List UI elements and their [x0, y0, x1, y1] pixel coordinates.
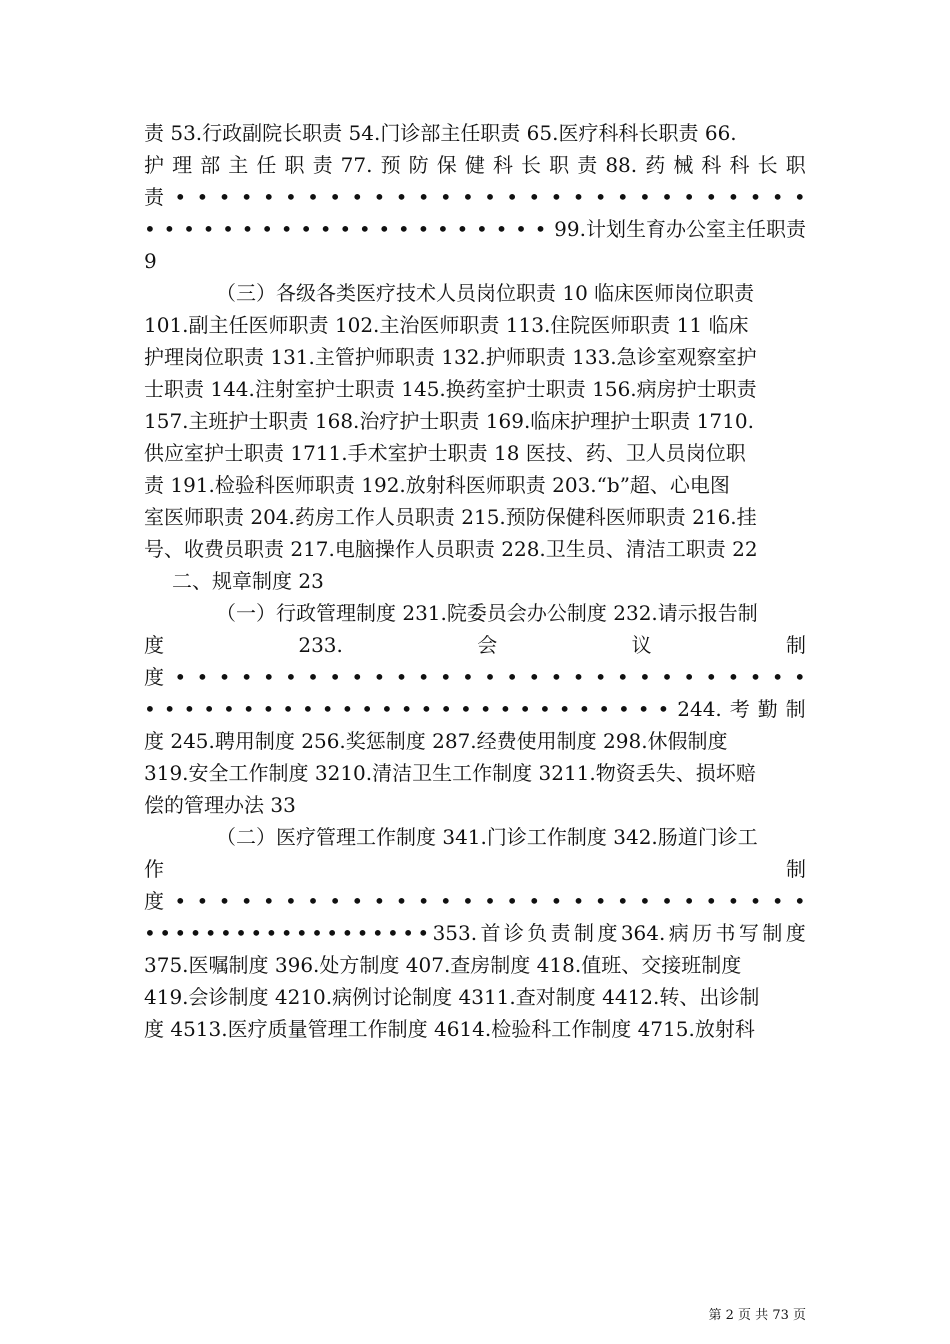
- text-token: •: [436, 217, 449, 241]
- text-token: 责: [312, 153, 333, 177]
- text-token: •: [771, 889, 784, 913]
- text-token: •: [222, 217, 234, 241]
- text-token: 科: [492, 153, 513, 177]
- text-token: •: [240, 185, 253, 209]
- text-line: 责 191.检验科医师职责 192.放射科医师职责 203.“b”超、心电图: [144, 473, 730, 497]
- text-token: •: [204, 921, 217, 945]
- text-token: •: [351, 889, 364, 913]
- text-token: •: [771, 665, 784, 689]
- text-token: •: [793, 665, 806, 689]
- text-token: •: [163, 217, 176, 241]
- text-token: •: [705, 665, 718, 689]
- text-token: 88.: [605, 153, 638, 177]
- text-token: •: [218, 185, 231, 209]
- text-token: 责: [550, 921, 571, 945]
- text-token: •: [506, 665, 518, 689]
- text-token: •: [240, 889, 253, 913]
- text-token: •: [219, 921, 232, 945]
- text-token: •: [356, 921, 369, 945]
- text-token: •: [341, 697, 354, 721]
- text-token: 度: [144, 889, 164, 913]
- text-token: •: [657, 697, 670, 721]
- text-line: 供应室护士职责 1711.手术室护士职责 18 医技、药、卫人员岗位职: [144, 441, 746, 465]
- text-token: •: [727, 889, 740, 913]
- text-token: •: [326, 921, 339, 945]
- text-token: •: [476, 217, 488, 241]
- text-token: 责: [577, 153, 598, 177]
- text-token: •: [461, 185, 474, 209]
- text-token: •: [381, 697, 393, 721]
- text-token: •: [598, 697, 611, 721]
- text-token: •: [461, 889, 474, 913]
- chapter-heading: 二、规章制度 23: [172, 569, 324, 593]
- text-token: •: [578, 697, 591, 721]
- text-token: •: [174, 665, 187, 689]
- text-token: •: [439, 889, 452, 913]
- text-token: •: [515, 217, 527, 241]
- text-token: •: [550, 665, 563, 689]
- text-token: •: [284, 185, 297, 209]
- text-token: •: [594, 185, 607, 209]
- text-line: 419.会诊制度 4210.病例讨论制度 4311.查对制度 4412.转、出诊制: [144, 985, 760, 1009]
- text-token: •: [183, 217, 195, 241]
- text-line: [144, 149, 806, 181]
- text-token: 考: [729, 697, 750, 721]
- text-token: •: [242, 697, 255, 721]
- text-line: [144, 853, 806, 885]
- text-token: 职: [284, 153, 305, 177]
- text-token: •: [307, 185, 319, 209]
- text-token: •: [174, 921, 187, 945]
- text-token: •: [351, 185, 364, 209]
- text-token: •: [300, 217, 313, 241]
- text-token: •: [262, 889, 275, 913]
- text-token: 责: [144, 185, 164, 209]
- text-token: •: [395, 665, 408, 689]
- text-token: 任: [256, 153, 277, 177]
- text-token: •: [373, 185, 386, 209]
- text-token: •: [484, 665, 496, 689]
- text-token: 械: [673, 153, 694, 177]
- text-line: 101.副主任医师职责 102.主治医师职责 113.住院医师职责 11 临床: [144, 313, 749, 337]
- text-token: •: [351, 665, 364, 689]
- text-token: •: [572, 665, 585, 689]
- text-token: •: [661, 665, 673, 689]
- text-token: 长: [521, 153, 542, 177]
- text-token: •: [550, 889, 563, 913]
- text-token: •: [534, 217, 547, 241]
- text-token: •: [749, 185, 762, 209]
- text-token: •: [793, 889, 806, 913]
- text-token: •: [638, 889, 651, 913]
- text-token: 度: [785, 921, 806, 945]
- text-token: •: [397, 217, 410, 241]
- text-token: •: [661, 889, 673, 913]
- text-token: 议: [631, 633, 652, 657]
- text-token: •: [144, 921, 156, 945]
- text-token: •: [440, 697, 453, 721]
- text-token: •: [307, 665, 319, 689]
- text-line: [144, 661, 806, 693]
- document-body: [144, 117, 806, 1045]
- text-token: •: [572, 889, 585, 913]
- text-token: 制: [762, 921, 783, 945]
- text-token: 部: [200, 153, 221, 177]
- text-token: •: [341, 921, 354, 945]
- text-token: •: [250, 921, 263, 945]
- text-token: •: [558, 697, 571, 721]
- text-token: 保: [436, 153, 457, 177]
- text-token: •: [311, 921, 323, 945]
- text-token: •: [616, 889, 629, 913]
- text-token: •: [321, 697, 334, 721]
- text-token: •: [417, 921, 430, 945]
- text-token: •: [402, 921, 414, 945]
- text-line: 偿的管理办法 33: [144, 793, 296, 817]
- text-token: •: [528, 665, 541, 689]
- text-token: •: [241, 217, 254, 241]
- text-line: 度 245.聘用制度 256.奖惩制度 287.经费使用制度 298.休假制度: [144, 729, 728, 753]
- text-token: •: [329, 665, 341, 689]
- section-heading: （三）各级各类医疗技术人员岗位职责 10 临床医师岗位职责: [216, 281, 755, 305]
- text-token: •: [144, 217, 156, 241]
- text-token: •: [479, 697, 492, 721]
- text-token: •: [235, 921, 247, 945]
- text-token: •: [637, 697, 650, 721]
- text-line: 室医师职责 204.药房工作人员职责 215.预防保健科医师职责 216.挂: [144, 505, 757, 529]
- text-line: [144, 693, 806, 725]
- text-line: 责 53.行政副院长职责 54.门诊部主任职责 65.医疗科科长职责 66.: [144, 121, 737, 145]
- text-token: 理: [172, 153, 193, 177]
- text-line: 157.主班护士职责 168.治疗护士职责 169.临床护理护士职责 1710.: [144, 409, 754, 433]
- text-token: •: [519, 697, 532, 721]
- text-line: [144, 917, 806, 949]
- text-token: •: [163, 697, 176, 721]
- text-line: [144, 629, 806, 661]
- text-token: •: [594, 665, 607, 689]
- text-token: 病: [668, 921, 689, 945]
- text-token: •: [417, 217, 430, 241]
- text-token: •: [196, 889, 209, 913]
- text-token: 主: [228, 153, 249, 177]
- text-token: •: [261, 217, 273, 241]
- text-line: 护理岗位职责 131.主管护师职责 132.护师职责 133.急诊室观察室护: [144, 345, 757, 369]
- text-token: •: [661, 185, 673, 209]
- text-token: •: [420, 697, 433, 721]
- text-token: 科: [729, 153, 750, 177]
- text-token: •: [174, 185, 187, 209]
- text-line: 375.医嘱制度 396.处方制度 407.查房制度 418.值班、交接班制度: [144, 953, 742, 977]
- text-token: •: [727, 665, 740, 689]
- text-token: •: [460, 697, 472, 721]
- text-token: 勤: [757, 697, 778, 721]
- text-line: 度 4513.医疗质量管理工作制度 4614.检验科工作制度 4715.放射科: [144, 1017, 755, 1041]
- text-line: [144, 213, 806, 245]
- text-token: •: [528, 889, 541, 913]
- text-token: •: [705, 889, 718, 913]
- text-token: •: [373, 889, 386, 913]
- text-token: •: [749, 665, 762, 689]
- text-line: [144, 885, 806, 917]
- text-token: •: [174, 889, 187, 913]
- text-token: •: [616, 665, 629, 689]
- text-token: •: [202, 217, 215, 241]
- text-token: •: [539, 697, 551, 721]
- text-token: •: [771, 185, 784, 209]
- text-token: •: [262, 665, 275, 689]
- text-token: •: [417, 185, 430, 209]
- text-token: •: [218, 889, 231, 913]
- text-token: •: [262, 697, 275, 721]
- text-token: 233.: [298, 633, 343, 657]
- text-token: 制: [786, 857, 806, 881]
- text-token: •: [395, 889, 408, 913]
- text-token: 负: [527, 921, 548, 945]
- text-token: •: [196, 665, 209, 689]
- text-token: •: [506, 889, 518, 913]
- text-token: •: [307, 889, 319, 913]
- text-token: •: [378, 217, 391, 241]
- text-token: 护: [144, 153, 164, 177]
- text-token: •: [373, 665, 386, 689]
- text-token: •: [295, 921, 308, 945]
- text-token: 长: [757, 153, 778, 177]
- text-token: •: [282, 697, 295, 721]
- text-token: •: [371, 921, 384, 945]
- text-line: 9: [144, 249, 157, 273]
- text-token: •: [484, 185, 496, 209]
- text-token: •: [705, 185, 718, 209]
- text-token: 职: [549, 153, 570, 177]
- text-token: •: [223, 697, 235, 721]
- text-token: 制: [785, 633, 806, 657]
- text-token: •: [262, 185, 275, 209]
- text-token: •: [203, 697, 216, 721]
- text-token: •: [319, 217, 332, 241]
- text-token: •: [638, 665, 651, 689]
- text-token: 制: [574, 921, 595, 945]
- text-token: 度: [144, 665, 164, 689]
- text-token: •: [616, 185, 629, 209]
- text-token: •: [280, 217, 293, 241]
- text-token: •: [189, 921, 202, 945]
- text-token: •: [727, 185, 740, 209]
- text-token: 作: [144, 857, 164, 881]
- text-token: 77.: [340, 153, 373, 177]
- text-token: •: [284, 665, 297, 689]
- section-heading: （一）行政管理制度 231.院委员会办公制度 232.请示报告制: [216, 601, 758, 625]
- text-token: 预: [380, 153, 401, 177]
- text-token: •: [284, 889, 297, 913]
- text-token: •: [638, 185, 651, 209]
- text-token: 99.计划生育办公室主任职责: [554, 217, 806, 241]
- text-token: 诊: [503, 921, 524, 945]
- text-token: •: [265, 921, 278, 945]
- text-token: •: [159, 921, 171, 945]
- text-token: •: [439, 185, 452, 209]
- text-token: •: [240, 665, 253, 689]
- text-token: •: [329, 185, 341, 209]
- text-token: •: [528, 185, 541, 209]
- text-token: 度: [144, 633, 164, 657]
- text-token: •: [484, 889, 496, 913]
- text-token: •: [329, 889, 341, 913]
- section-heading: （二）医疗管理工作制度 341.门诊工作制度 342.肠道门诊工: [216, 825, 758, 849]
- text-token: •: [361, 697, 374, 721]
- text-token: •: [339, 217, 352, 241]
- text-token: •: [302, 697, 314, 721]
- text-token: 历: [692, 921, 713, 945]
- text-token: •: [749, 889, 762, 913]
- text-token: •: [495, 217, 508, 241]
- text-token: •: [683, 889, 695, 913]
- text-token: •: [183, 697, 196, 721]
- text-token: •: [793, 185, 806, 209]
- text-token: •: [218, 665, 231, 689]
- text-token: •: [461, 665, 474, 689]
- text-line: 号、收费员职责 217.电脑操作人员职责 228.卫生员、清洁工职责 22: [144, 537, 758, 561]
- text-token: 244.: [677, 697, 722, 721]
- text-token: 写: [738, 921, 759, 945]
- text-token: •: [618, 697, 630, 721]
- text-token: •: [280, 921, 293, 945]
- text-token: •: [594, 889, 607, 913]
- text-token: •: [358, 217, 371, 241]
- text-token: •: [196, 185, 209, 209]
- text-line: 319.安全工作制度 3210.清洁卫生工作制度 3211.物资丢失、损坏赔: [144, 761, 756, 785]
- text-token: 职: [785, 153, 806, 177]
- text-token: •: [439, 665, 452, 689]
- text-token: 健: [464, 153, 485, 177]
- text-token: 科: [701, 153, 722, 177]
- text-token: 制: [785, 697, 806, 721]
- text-token: •: [144, 697, 156, 721]
- text-token: 药: [645, 153, 666, 177]
- text-token: •: [395, 185, 408, 209]
- text-token: •: [417, 665, 430, 689]
- text-token: •: [400, 697, 413, 721]
- text-token: 首: [480, 921, 501, 945]
- text-token: •: [683, 665, 695, 689]
- text-token: •: [417, 889, 430, 913]
- text-line: [144, 181, 806, 213]
- text-token: •: [683, 185, 695, 209]
- text-token: 防: [408, 153, 429, 177]
- text-token: 度: [597, 921, 618, 945]
- text-line: 士职责 144.注射室护士职责 145.换药室护士职责 156.病房护士职责: [144, 377, 757, 401]
- page-number: 第 2 页 共 73 页: [708, 1308, 806, 1323]
- text-token: •: [550, 185, 563, 209]
- text-token: 353.: [432, 921, 478, 945]
- text-token: •: [572, 185, 585, 209]
- text-token: 书: [715, 921, 736, 945]
- text-token: •: [387, 921, 399, 945]
- text-token: •: [506, 185, 518, 209]
- text-token: •: [456, 217, 469, 241]
- text-token: •: [499, 697, 512, 721]
- text-token: 364.: [620, 921, 666, 945]
- text-token: 会: [477, 633, 498, 657]
